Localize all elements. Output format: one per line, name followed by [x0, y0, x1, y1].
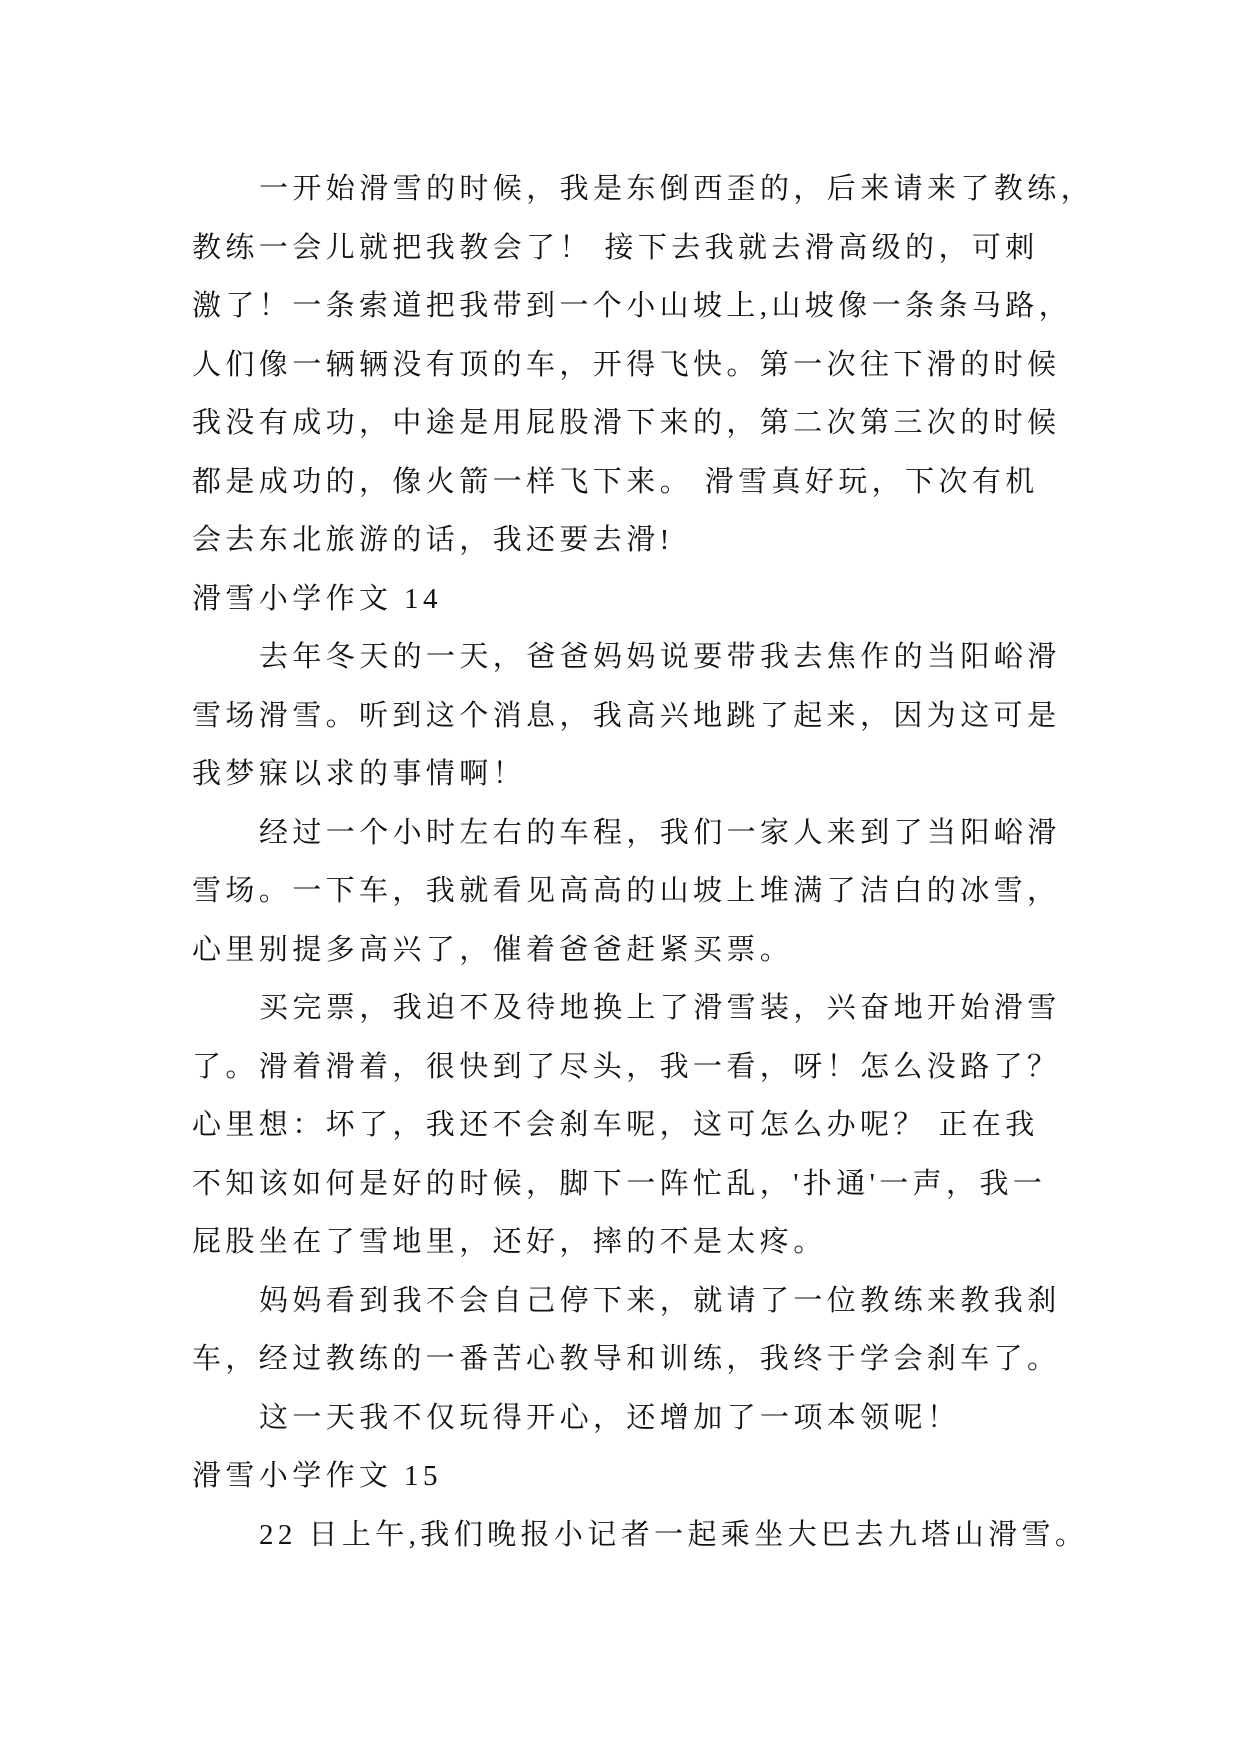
paragraph [192, 1272, 1092, 1389]
essay-title: 滑雪小学作文 14 [192, 582, 442, 615]
text-line: 心里别提多高兴了，催着爸爸赶紧买票。 [192, 933, 794, 966]
text-line: 屁股坐在了雪地里，还好，摔的不是太疼。 [192, 1226, 827, 1258]
text-line: 一开始滑雪的时候，我是东倒西歪的，后来请来了教练， [259, 173, 1095, 205]
text-line: 雪场滑雪。听到这个消息，我高兴地跳了起来，因为这可是 [192, 699, 1061, 732]
text-line: 了。滑着滑着，很快到了尽头，我一看，呀！怎么没路了？ [192, 1050, 1061, 1083]
essay-section-14 [192, 570, 1092, 1448]
paragraph [192, 628, 1092, 804]
document-body [192, 160, 1095, 1564]
text-line: 会去东北旅游的话，我还要去滑! [192, 524, 674, 556]
text-line: 这一天我不仅玩得开心，还增加了一项本领呢！ [259, 1401, 961, 1434]
paragraph [192, 160, 1095, 570]
paragraph [192, 1389, 1092, 1448]
text-line: 不知该如何是好的时候，脚下一阵忙乱，'扑通'一声，我一 [192, 1167, 1047, 1200]
text-line: 经过一个小时左右的车程，我们一家人来到了当阳峪滑 [259, 816, 1061, 849]
text-line: 去年冬天的一天，爸爸妈妈说要带我去焦作的当阳峪滑 [259, 641, 1061, 673]
text-line: 人们像一辆辆没有顶的车，开得飞快。第一次往下滑的时候 [192, 348, 1061, 381]
text-line: 雪场。一下车，我就看见高高的山坡上堆满了洁白的冰雪， [192, 875, 1061, 907]
text-line: 车，经过教练的一番苦心教导和训练，我终于学会刹车了。 [192, 1343, 1061, 1375]
text-line: 我梦寐以求的事情啊！ [192, 758, 527, 790]
paragraph [192, 979, 1092, 1272]
text-line: 都是成功的，像火箭一样飞下来。 滑雪真好玩，下次有机 [192, 465, 1039, 498]
essay-section-continued [192, 160, 1095, 570]
paragraph [192, 1506, 1092, 1565]
text-line: 教练一会儿就把我教会了！ 接下去我就去滑高级的，可刺 [192, 231, 1039, 264]
essay-section-15 [192, 1447, 1092, 1564]
paragraph [192, 804, 1092, 980]
text-line: 激了！一条索道把我带到一个小山坡上,山坡像一条条马路， [192, 290, 1073, 322]
text-line: 妈妈看到我不会自己停下来，就请了一位教练来教我刹 [259, 1284, 1061, 1317]
text-line: 我没有成功，中途是用屁股滑下来的，第二次第三次的时候 [192, 407, 1061, 439]
text-line: 心里想：坏了，我还不会刹车呢，这可怎么办呢？ 正在我 [192, 1109, 1039, 1141]
text-line: 买完票，我迫不及待地换上了滑雪装，兴奋地开始滑雪 [259, 992, 1061, 1024]
text-line: 22 日上午,我们晚报小记者一起乘坐大巴去九塔山滑雪。 [259, 1518, 1089, 1551]
essay-title: 滑雪小学作文 15 [192, 1460, 442, 1492]
